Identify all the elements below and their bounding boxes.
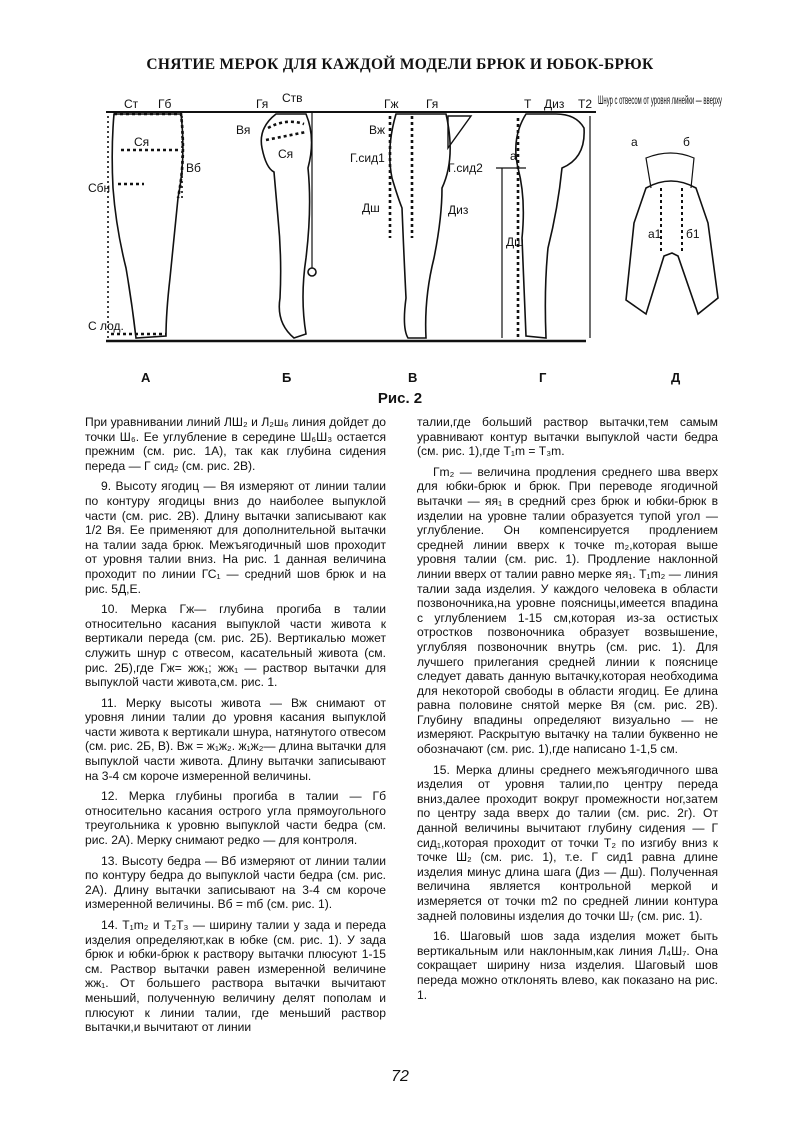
label-sbn: Сбн — [88, 181, 111, 195]
label-a-g: а — [510, 149, 517, 163]
panel-d-figure — [626, 153, 718, 314]
label-b-d: б — [683, 135, 690, 149]
label-gsid1: Г.сид1 — [350, 151, 385, 165]
label-dsh-g: Дш — [506, 235, 524, 249]
label-vzh: Вж — [369, 123, 386, 137]
paragraph: 12. Мерка глубины прогиба в талии — Гб относительно касания острого угла прямоугольного треугольника к уровню выпуклой части бедра (см. рис. 2А). Мерку снимают редко — для контроля. — [85, 789, 386, 848]
figure-measurement-diagram — [86, 88, 726, 393]
panel-b-figure — [261, 112, 316, 338]
label-dsh: Дш — [362, 201, 380, 215]
figure-caption: Рис. 2 — [377, 390, 423, 407]
panel-v-figure — [390, 114, 471, 338]
panel-label-b: Б — [282, 370, 292, 385]
label-diz-v: Диз — [448, 203, 469, 217]
label-vya: Вя — [236, 123, 251, 137]
label-gzh: Гж — [384, 97, 399, 111]
paragraph: 15. Мерка длины среднего межъягодичного шва изделия от уровня талии,по центру переда вниз,далее проходит вокруг промежности ног,затем по центру зада вверх до талии (см. рис. 2г). От данной величины вычитают глубину сидения — Г сид₁,которая проходит от точки Т₂ по изгибу вниз к точке Ш₂ (см. рис. 1), т.е. Г сид1 равна длине изделия минус длина шага (Диз — Дш). Полученная величина является контрольной меркой и измеряется от точки m2 по средней линии контура задней половины изделия до точки Ш₇ (см. рис. 1). — [417, 762, 718, 923]
paragraph: 10. Мерка Гж— глубина прогиба в талии относительно касания выпуклой части живота к вертикали переда (см. рис. 2Б). Вертикалью может служить шнур с отвесом, касательный живота (см. рис. 2Б),где Гж= жж₁; жж₁ — раствор вытачки для выпуклой части живота,см. рис. 1. — [85, 602, 386, 690]
label-slod: С лод. — [88, 319, 124, 333]
panel-label-v: В — [408, 370, 418, 385]
panel-label-d: Д — [671, 370, 681, 385]
paragraph: 9. Высоту ягодиц — Вя измеряют от линии талии по контуру ягодицы вниз до наиболее выпуклой части (см. рис. 2В). Длину вытачки записывают как 1/2 Вя. Ее применяют для дополнительной вытачки на талии зада брюк. Межъягодичный шов проходит от уровня талии вниз. На рис. 1 данная величина проходит по линии ГС₁ — средний шов брюк и на рис. 5Д,Е. — [85, 479, 386, 596]
label-t: Т — [524, 97, 532, 111]
left-column — [85, 415, 386, 1041]
paragraph: 16. Шаговый шов зада изделия может быть вертикальным или наклонным,как линия Л₄Ш₇. Она сокращает ширину низа изделия. Шаговый шов переда можно отклонять влево, как показано на рис. 1. — [417, 929, 718, 1002]
label-t2: Т2 — [578, 97, 593, 111]
panel-label-a: А — [141, 370, 151, 385]
label-gsid2: Г.сид2 — [448, 161, 483, 175]
panel-g-figure — [496, 114, 590, 338]
label-stv: Ств — [282, 91, 303, 105]
label-sya-b: Ся — [278, 147, 294, 161]
page-title: СНЯТИЕ МЕРОК ДЛЯ КАЖДОЙ МОДЕЛИ БРЮК И ЮБОК-БРЮК — [146, 56, 654, 73]
label-a1-d: а1 — [648, 227, 662, 241]
label-st: Ст — [124, 97, 139, 111]
paragraph: Гm₂ — величина продления среднего шва вверх для юбки-брюк и брюк. При переводе ягодичной вытачки — яя₁ в средний срез брюк и юбки-брюк в изделии на уровне талии образуется тупой угол — углубление. Он компенсируется продлением средней линии вверх к точке m₂,которая выше уровня талии (см. рис. 1). Продление наклонной линии вверх от талии равно мерке яя₁. Т₁m₂ — линия талии зада изделия. У каждого человека в области позвоночника,на уровне поясницы,имеется впадина с углублением 1-15 см,которая из-за остистых отростков позвоночника образует возвышение, углубляя позвоночник внутрь (см. рис. 1). Для лучшего прилегания средней линии к пояснице следует давать данную вытачку,которая необходима для некоторой свободы в области ягодиц. Ее длина равна половине снятой мерке Вя (см. рис. 2В). Глубину впадины определяют визуально — не измеряют. Раскрытую вытачку на талии буквенно не обозначают (см. рис. 1),где написано 1-1,5 см. — [417, 464, 718, 757]
paragraph: 11. Мерку высоты живота — Вж снимают от уровня линии талии до уровня касания выпуклой части живота к вертикали шнура, натянутого отвесом (см. рис. 2Б, В). Вж = ж₁ж₂. ж₁ж₂— длина вытачки для выпуклой части живота. Длину вытачки записывают на 3-4 см короче измеренной величины. — [85, 695, 386, 783]
right-column — [417, 415, 718, 1008]
label-b1-d: б1 — [686, 227, 700, 241]
page-number: 72 — [391, 1068, 409, 1085]
label-gb: Гб — [158, 97, 172, 111]
paragraph: 13. Высоту бедра — Вб измеряют от линии талии по контуру бедра до выпуклой части бедра (см. рис. 2А). Длину вытачки записывают на 3-4 см короче измеренной величины. Вб = mб (см. рис. 1). — [85, 853, 386, 912]
label-sya-a: Ся — [134, 135, 150, 149]
label-a-d: а — [631, 135, 638, 149]
paragraph: 14. Т₁m₂ и Т₂Т₃ — ширину талии у зада и переда изделия определяют,как в юбке (см. рис. 1). У зада брюк и юбки-брюк к раствору вытачки плюсуют 1-15 см. Раствор вытачки равен измеренной величине жж₁. От большего раствора вытачки вычитают меньший, полученную величину делят пополам и плюсуют к линии талии, где меньший раствор вытачки,и вычитают от линии — [85, 918, 386, 1035]
paragraph: талии,где больший раствор вытачки,тем самым уравнивают контур вытачки выпуклой части бедра (см. рис. 1),где Т₁m = Т₃m. — [417, 415, 718, 459]
label-gya-b: Гя — [256, 97, 269, 111]
panel-label-g: Г — [539, 370, 547, 385]
label-shnur: Шнур с отвесом от уровня линейки — вверху — [598, 93, 722, 107]
label-diz-g: Диз — [544, 97, 565, 111]
label-vb: Вб — [186, 161, 201, 175]
label-gya-v: Гя — [426, 97, 439, 111]
paragraph: При уравнивании линий ЛШ₂ и Л₂ш₆ линия дойдет до точки Ш₆. Ее углубление в середине Ш₆Ш₃ остается прежним (см. рис. 1А), так как глубина сидения переда — Г сид₂ (см. рис. 2В). — [85, 415, 386, 473]
